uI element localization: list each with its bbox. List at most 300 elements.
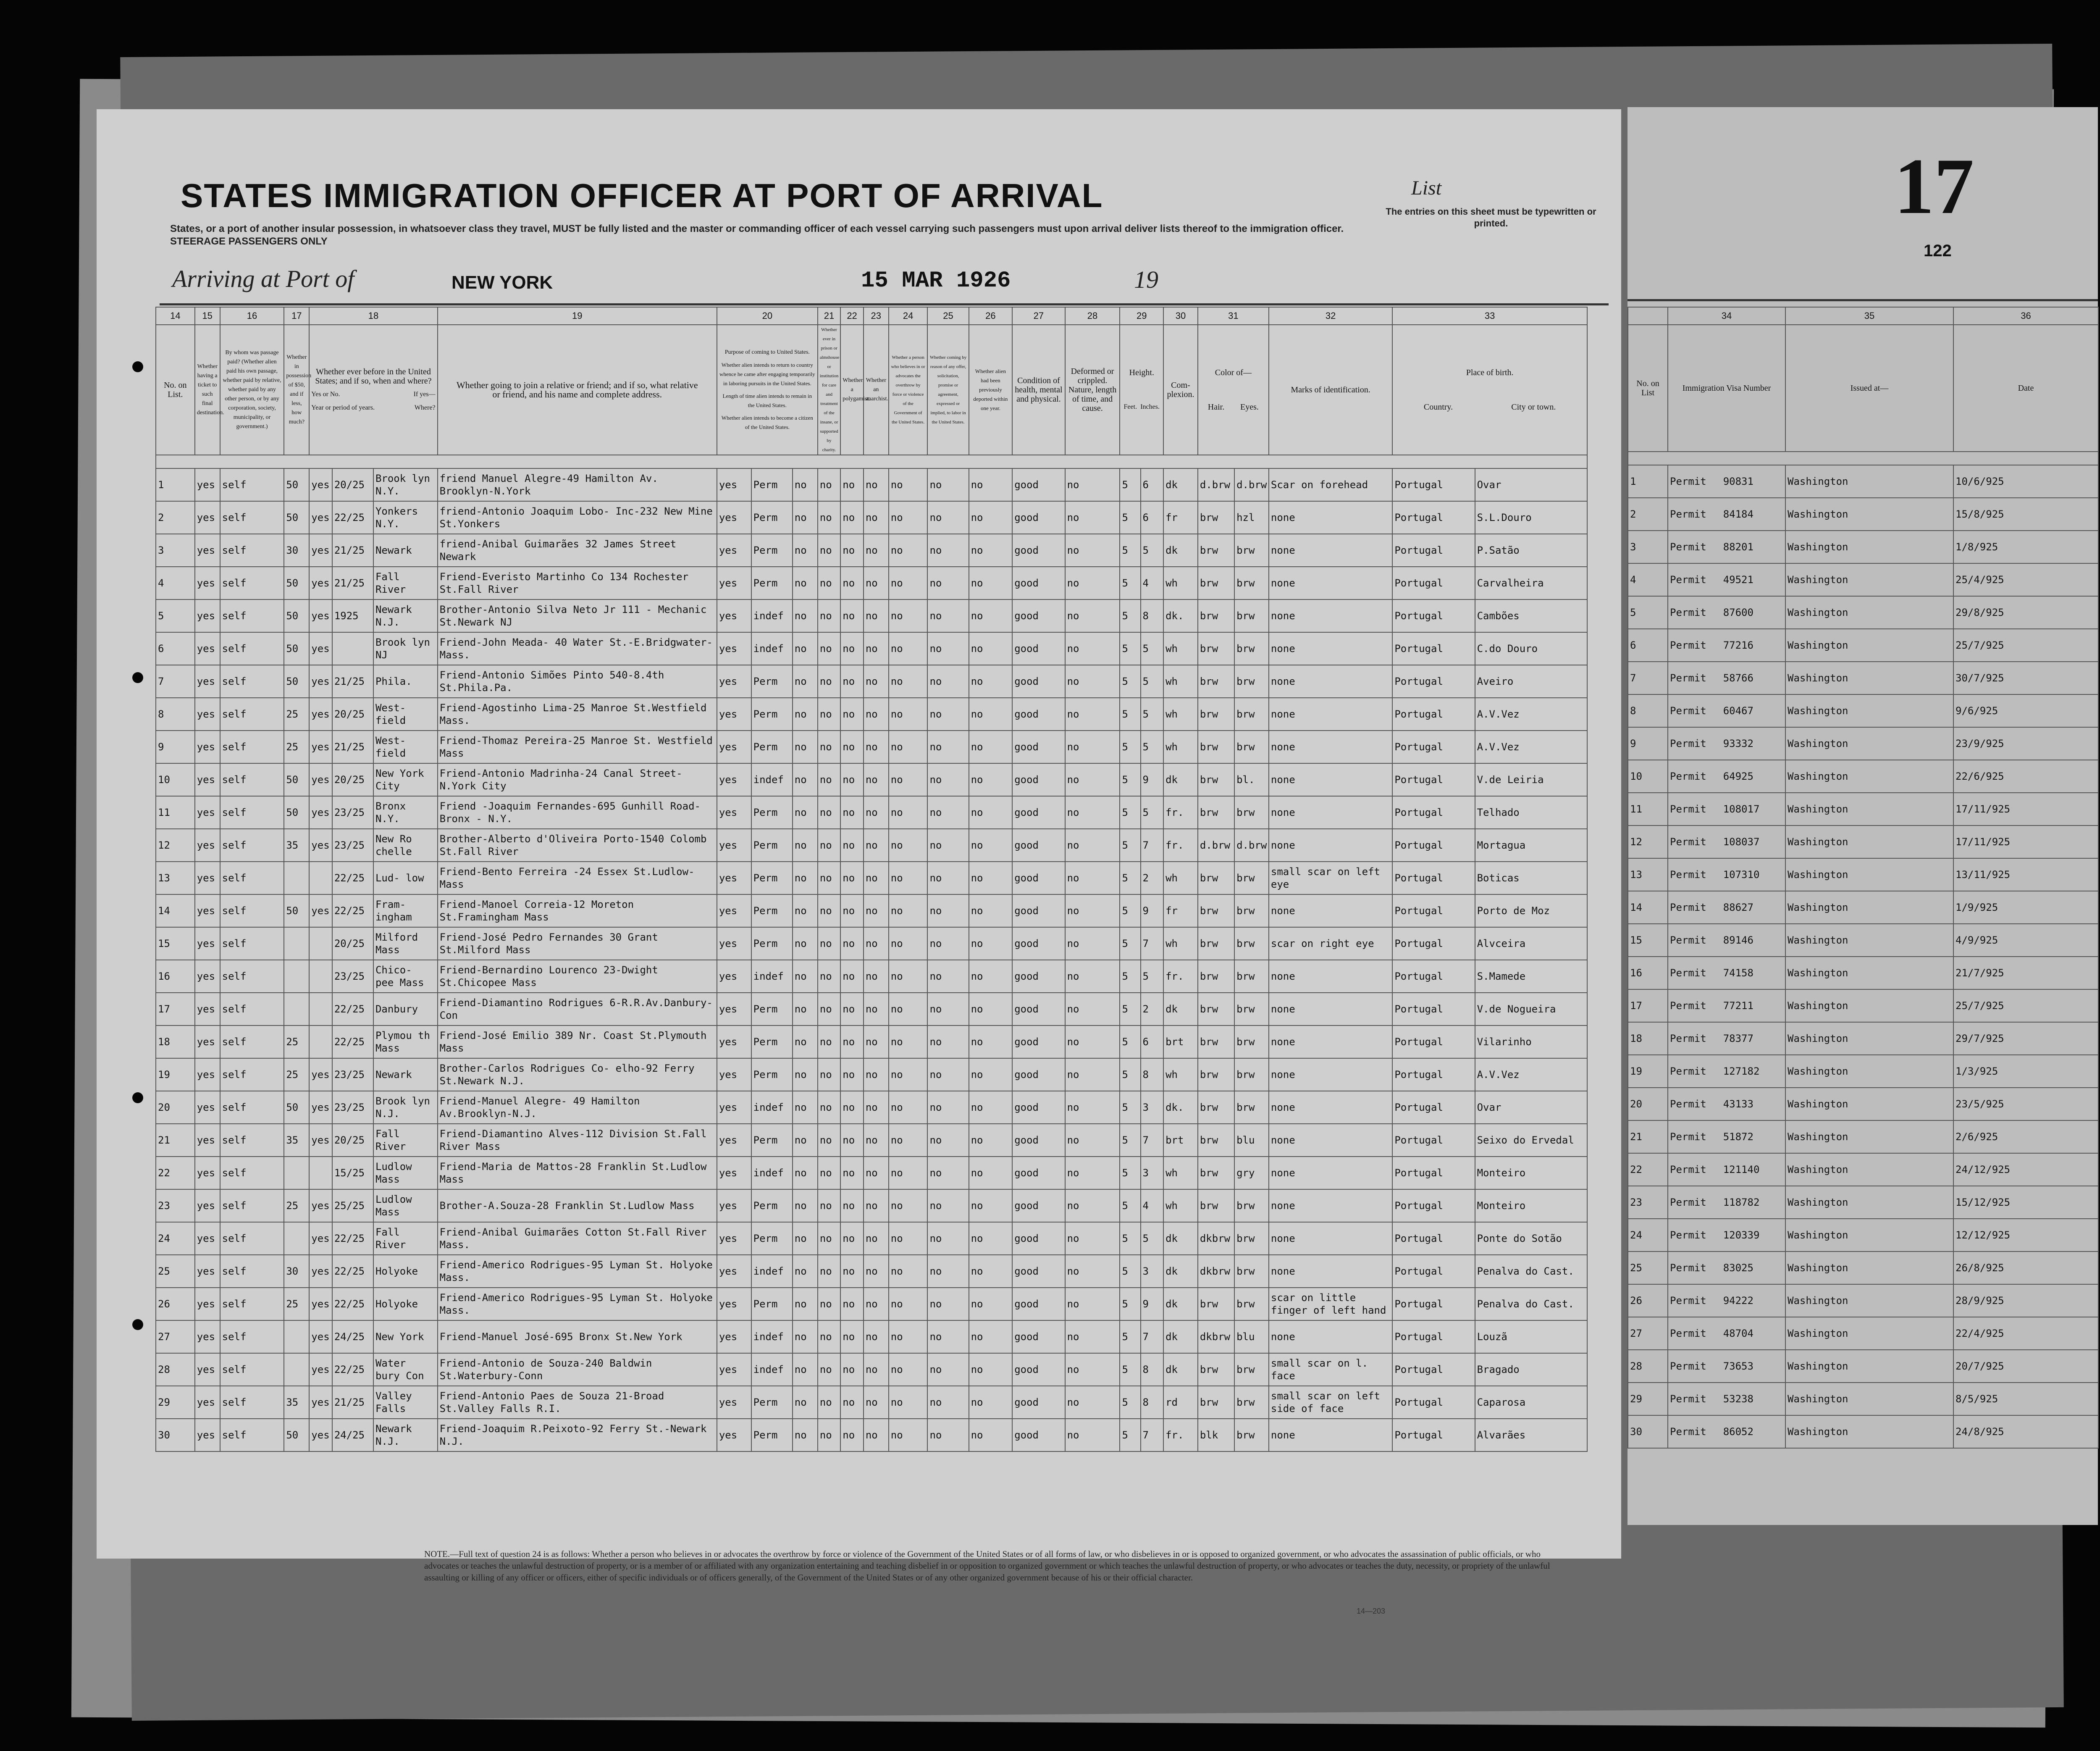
health-cell: good [1012,501,1065,534]
anarchist-cell: no [864,1288,889,1320]
anarchist-cell: no [864,1157,889,1189]
health-cell: good [1012,1091,1065,1124]
offer-cell: no [927,1091,969,1124]
return-cell: yes [717,1255,751,1288]
offer-cell: no [927,1288,969,1320]
identification-marks-cell: none [1269,894,1392,927]
eye-color-cell: brw [1234,1386,1269,1419]
visa-row-number: 16 [1628,957,1668,989]
header-deported: Whether alien had been previously deported within one year. [969,325,1013,455]
health-cell: good [1012,1288,1065,1320]
height-feet-cell: 5 [1120,993,1140,1025]
complexion-cell: dk [1163,1222,1198,1255]
citizen-cell: no [793,599,818,632]
passage-paid-cell: self [220,1124,284,1157]
ticket-cell: yes [195,796,220,829]
deported-cell: no [969,1222,1013,1255]
header-polygamist: Whether a polygamist. [840,325,864,455]
ticket-cell: yes [195,894,220,927]
visa-date-cell: 23/5/925 [1953,1088,2098,1120]
length-of-stay-cell: Perm [751,1025,793,1058]
polygamist-cell: no [840,1124,864,1157]
been-before-cell: yes [309,731,332,763]
visa-number-cell [1668,1219,1785,1251]
been-before-cell: yes [309,567,332,599]
permit-label: Permit [1670,1262,1706,1274]
passage-paid-cell: self [220,468,284,501]
deformed-cell: no [1065,534,1120,567]
hair-color-cell: brw [1198,960,1234,993]
visa-number: 108017 [1723,803,1760,815]
eye-color-cell: brw [1234,599,1269,632]
visa-number-cell [1668,858,1785,891]
citizen-cell: no [793,763,818,796]
ticket-cell: yes [195,698,220,731]
length-of-stay-cell: Perm [751,1288,793,1320]
punch-hole [132,1319,143,1330]
period-cell: 23/25 [332,960,373,993]
money-cell: 25 [284,698,309,731]
identification-marks-cell: none [1269,534,1392,567]
eye-color-cell: brw [1234,665,1269,698]
table-row [156,1255,1587,1288]
permit-label: Permit [1670,1033,1706,1044]
period-cell: 20/25 [332,1124,373,1157]
offer-cell: no [927,731,969,763]
return-cell: yes [717,1222,751,1255]
hair-color-cell: brw [1198,1189,1234,1222]
question-24-cell: no [889,1124,928,1157]
length-of-stay-cell: indef [751,1255,793,1288]
complexion-cell: fr [1163,501,1198,534]
been-before-cell: yes [309,1222,332,1255]
offer-cell: no [927,763,969,796]
issued-at-cell: Washington [1785,826,1953,858]
question-24-cell: no [889,1288,928,1320]
eye-color-cell: brw [1234,1189,1269,1222]
visa-number: 64925 [1723,770,1754,782]
period-cell: 22/25 [332,1255,373,1288]
relative-friend-cell: Friend-Agostinho Lima-25 Manroe St.Westfield Mass. [438,698,717,731]
visa-row [1628,1120,2098,1153]
health-cell: good [1012,1320,1065,1353]
hair-color-cell: brw [1198,1124,1234,1157]
table-row [156,1288,1587,1320]
where-cell: Ludlow Mass [373,1157,438,1189]
health-cell: good [1012,665,1065,698]
birth-city-cell: Ovar [1475,468,1587,501]
eye-color-cell: brw [1234,1222,1269,1255]
prison-cell: no [818,960,841,993]
prison-cell: no [818,1189,841,1222]
identification-marks-cell: none [1269,1124,1392,1157]
complexion-cell: fr. [1163,960,1198,993]
prison-cell: no [818,763,841,796]
anarchist-cell: no [864,567,889,599]
complexion-cell: dk. [1163,1091,1198,1124]
complexion-cell: dk [1163,993,1198,1025]
ticket-cell: yes [195,534,220,567]
entries-note: The entries on this sheet must be typewritten or printed. [1386,206,1596,229]
visa-date-cell: 1/8/925 [1953,531,2098,563]
relative-friend-cell: Friend-Manoel Correia-12 Moreton St.Framingham Mass [438,894,717,927]
birth-country-cell: Portugal [1392,1419,1475,1451]
hair-color-cell: brw [1198,862,1234,894]
polygamist-cell: no [840,927,864,960]
relative-friend-cell: Friend-Antonio Madrinha-24 Canal Street- N.York City [438,763,717,796]
been-before-cell: yes [309,1419,332,1451]
prison-cell: no [818,567,841,599]
passage-paid-cell: self [220,862,284,894]
prison-cell: no [818,1222,841,1255]
polygamist-cell: no [840,1255,864,1288]
passage-paid-cell: self [220,534,284,567]
visa-date-cell: 21/7/925 [1953,957,2098,989]
eye-color-cell: brw [1234,1419,1269,1451]
row-number: 2 [156,501,195,534]
return-cell: yes [717,1157,751,1189]
height-feet-cell: 5 [1120,731,1140,763]
health-cell: good [1012,1386,1065,1419]
header-place-birth: Place of birth. Country. City or town. [1392,325,1587,455]
relative-friend-cell: Friend-Manuel José-695 Bronx St.New York [438,1320,717,1353]
question-24-cell: no [889,829,928,862]
relative-friend-cell: Friend-José Emilio 389 Nr. Coast St.Plymouth Mass [438,1025,717,1058]
deformed-cell: no [1065,468,1120,501]
table-row [156,731,1587,763]
visa-row-number: 10 [1628,760,1668,793]
passage-paid-cell: self [220,927,284,960]
row-number: 20 [156,1091,195,1124]
polygamist-cell: no [840,1157,864,1189]
visa-row-number: 13 [1628,858,1668,891]
visa-date-cell: 30/7/925 [1953,662,2098,694]
arrival-date: 15 MAR 1926 [861,268,1011,294]
complexion-cell: wh [1163,1157,1198,1189]
header-passage: By whom was passage paid? (Whether alien paid his own passage, whether paid by relative, whether paid by any other person, or by any corporation, society, municipality, or government.) [220,325,284,455]
visa-date-cell: 15/12/925 [1953,1186,2098,1219]
permit-label: Permit [1670,1229,1706,1241]
height-inches-cell: 2 [1141,993,1164,1025]
citizen-cell: no [793,731,818,763]
length-of-stay-cell: Perm [751,1189,793,1222]
identification-marks-cell: none [1269,698,1392,731]
header-r-no: No. on List [1628,325,1668,452]
length-of-stay-cell: Perm [751,501,793,534]
length-of-stay-cell: Perm [751,468,793,501]
length-of-stay-cell: Perm [751,1386,793,1419]
permit-label: Permit [1670,1098,1706,1110]
prison-cell: no [818,632,841,665]
money-cell: 35 [284,1124,309,1157]
visa-row [1628,1219,2098,1251]
been-before-cell: yes [309,829,332,862]
health-cell: good [1012,894,1065,927]
length-of-stay-cell: Perm [751,665,793,698]
complexion-cell: wh [1163,698,1198,731]
prison-cell: no [818,1386,841,1419]
polygamist-cell: no [840,1288,864,1320]
row-number: 15 [156,927,195,960]
offer-cell: no [927,1255,969,1288]
visa-date-cell: 4/9/925 [1953,924,2098,957]
anarchist-cell: no [864,665,889,698]
manifest-sheet-right [1628,107,2098,1525]
deformed-cell: no [1065,763,1120,796]
been-before-cell [309,1157,332,1189]
ticket-cell: yes [195,599,220,632]
height-feet-cell: 5 [1120,599,1140,632]
visa-date-cell: 8/5/925 [1953,1383,2098,1415]
punch-hole [132,1092,143,1103]
period-cell: 22/25 [332,1353,373,1386]
complexion-cell: brt [1163,1124,1198,1157]
been-before-cell: yes [309,1124,332,1157]
row-number: 9 [156,731,195,763]
identification-marks-cell: none [1269,1157,1392,1189]
list-label: List [1411,177,1442,199]
length-of-stay-cell: Perm [751,927,793,960]
where-cell: Brook lyn N.Y. [373,468,438,501]
visa-row-number: 26 [1628,1284,1668,1317]
hair-color-cell: brw [1198,1386,1234,1419]
been-before-cell: yes [309,763,332,796]
visa-date-cell: 29/8/925 [1953,596,2098,629]
birth-country-cell: Portugal [1392,567,1475,599]
header-color: Color of— Hair. Eyes. [1198,325,1269,455]
birth-city-cell: Porto de Moz [1475,894,1587,927]
health-cell: good [1012,1124,1065,1157]
prison-cell: no [818,1157,841,1189]
visa-date-cell: 17/11/925 [1953,826,2098,858]
column-number-row: 14 15 16 17 18 19 20 21 22 23 24 25 26 27 28 29 30 31 32 33 [156,307,1587,325]
hair-color-cell: brw [1198,1157,1234,1189]
permit-label: Permit [1670,1164,1706,1175]
complexion-cell: fr. [1163,1419,1198,1451]
length-of-stay-cell: indef [751,960,793,993]
height-inches-cell: 5 [1141,665,1164,698]
prison-cell: no [818,862,841,894]
return-cell: yes [717,1025,751,1058]
visa-date-cell: 12/12/925 [1953,1219,2098,1251]
ticket-cell: yes [195,632,220,665]
table-row [156,1058,1587,1091]
prison-cell: no [818,534,841,567]
birth-country-cell: Portugal [1392,1091,1475,1124]
length-of-stay-cell: Perm [751,1124,793,1157]
header-marks: Marks of identification. [1269,325,1392,455]
prison-cell: no [818,731,841,763]
punch-hole [132,672,143,683]
offer-cell: no [927,1320,969,1353]
question-24-cell: no [889,1353,928,1386]
height-feet-cell: 5 [1120,829,1140,862]
complexion-cell: dk [1163,1288,1198,1320]
visa-number-cell [1668,531,1785,563]
question-24-cell: no [889,632,928,665]
issued-at-cell: Washington [1785,1055,1953,1088]
row-number: 1 [156,468,195,501]
visa-row [1628,924,2098,957]
period-cell: 20/25 [332,927,373,960]
where-cell: Newark N.J. [373,599,438,632]
year-label: 19 [1134,266,1158,293]
ticket-cell: yes [195,1320,220,1353]
height-inches-cell: 5 [1141,960,1164,993]
hair-color-cell: brw [1198,698,1234,731]
header-issued-at: Issued at— [1785,325,1953,452]
period-cell: 23/25 [332,1091,373,1124]
where-cell: West- field [373,731,438,763]
money-cell: 35 [284,829,309,862]
header-offer: Whether coming by reason of any offer, solicitation, promise or agreement, expressed or implied, to labor in the United States. [927,325,969,455]
identification-marks-cell: Scar on forehead [1269,468,1392,501]
visa-row [1628,531,2098,563]
visa-row-number: 9 [1628,727,1668,760]
birth-city-cell: A.V.Vez [1475,698,1587,731]
offer-cell: no [927,796,969,829]
issued-at-cell: Washington [1785,531,1953,563]
prison-cell: no [818,1353,841,1386]
anarchist-cell: no [864,796,889,829]
visa-number-cell [1668,1022,1785,1055]
return-cell: yes [717,1419,751,1451]
row-number: 23 [156,1189,195,1222]
deformed-cell: no [1065,501,1120,534]
visa-row-number: 19 [1628,1055,1668,1088]
permit-label: Permit [1670,1393,1706,1405]
height-inches-cell: 7 [1141,927,1164,960]
row-number: 18 [156,1025,195,1058]
height-feet-cell: 5 [1120,1222,1140,1255]
row-number: 24 [156,1222,195,1255]
polygamist-cell: no [840,960,864,993]
visa-number: 77216 [1723,639,1754,651]
polygamist-cell: no [840,993,864,1025]
polygamist-cell: no [840,468,864,501]
visa-number-cell [1668,1251,1785,1284]
polygamist-cell: no [840,1025,864,1058]
health-cell: good [1012,599,1065,632]
identification-marks-cell: none [1269,1222,1392,1255]
hair-color-cell: brw [1198,763,1234,796]
table-row [156,698,1587,731]
table-row [156,829,1587,862]
return-cell: yes [717,993,751,1025]
where-cell: Valley Falls [373,1386,438,1419]
health-cell: good [1012,1255,1065,1288]
offer-cell: no [927,960,969,993]
money-cell: 50 [284,468,309,501]
identification-marks-cell: none [1269,993,1392,1025]
relative-friend-cell: Brother-Alberto d'Oliveira Porto-1540 Colomb St.Fall River [438,829,717,862]
citizen-cell: no [793,1353,818,1386]
money-cell [284,993,309,1025]
length-of-stay-cell: Perm [751,894,793,927]
eye-color-cell: hzl [1234,501,1269,534]
manifest-table [155,307,1588,1452]
identification-marks-cell: none [1269,1419,1392,1451]
length-of-stay-cell: indef [751,1353,793,1386]
question-24-cell: no [889,993,928,1025]
citizen-cell: no [793,1124,818,1157]
citizen-cell: no [793,993,818,1025]
citizen-cell: no [793,1025,818,1058]
anarchist-cell: no [864,731,889,763]
visa-number: 107310 [1723,869,1760,881]
been-before-cell: yes [309,1058,332,1091]
anarchist-cell: no [864,468,889,501]
relative-friend-cell: Friend-Bento Ferreira -24 Essex St.Ludlow-Mass [438,862,717,894]
visa-date-cell: 15/8/925 [1953,498,2098,531]
birth-city-cell: Vilarinho [1475,1025,1587,1058]
length-of-stay-cell: Perm [751,698,793,731]
birth-city-cell: C.do Douro [1475,632,1587,665]
health-cell: good [1012,731,1065,763]
offer-cell: no [927,501,969,534]
length-of-stay-cell: Perm [751,829,793,862]
table-row [156,1124,1587,1157]
visa-number-cell [1668,989,1785,1022]
been-before-cell [309,993,332,1025]
citizen-cell: no [793,927,818,960]
visa-row-number: 20 [1628,1088,1668,1120]
period-cell: 22/25 [332,993,373,1025]
row-number: 11 [156,796,195,829]
citizen-cell: no [793,567,818,599]
header-rule [160,303,1609,305]
permit-label: Permit [1670,902,1706,913]
return-cell: yes [717,468,751,501]
offer-cell: no [927,599,969,632]
permit-label: Permit [1670,672,1706,684]
visa-number-cell [1668,563,1785,596]
visa-number: 89146 [1723,934,1754,946]
eye-color-cell: brw [1234,960,1269,993]
length-of-stay-cell: indef [751,1091,793,1124]
return-cell: yes [717,698,751,731]
visa-row [1628,1284,2098,1317]
height-inches-cell: 5 [1141,632,1164,665]
where-cell: Fall River [373,567,438,599]
length-of-stay-cell: Perm [751,862,793,894]
passage-paid-cell: self [220,763,284,796]
height-inches-cell: 6 [1141,1025,1164,1058]
prison-cell: no [818,829,841,862]
eye-color-cell: brw [1234,927,1269,960]
deformed-cell: no [1065,698,1120,731]
anarchist-cell: no [864,1255,889,1288]
table-row [156,1353,1587,1386]
been-before-cell: yes [309,632,332,665]
where-cell: Chico- pee Mass [373,960,438,993]
passage-paid-cell: self [220,1288,284,1320]
polygamist-cell: no [840,1222,864,1255]
height-inches-cell: 5 [1141,1222,1164,1255]
question-24-cell: no [889,1058,928,1091]
table-row [156,468,1587,501]
permit-label: Permit [1670,738,1706,749]
question-24-cell: no [889,1320,928,1353]
where-cell: Fall River [373,1124,438,1157]
ticket-cell: yes [195,1058,220,1091]
visa-row [1628,1383,2098,1415]
visa-rows [1628,465,2098,1448]
been-before-cell: yes [309,534,332,567]
ticket-cell: yes [195,1255,220,1288]
health-cell: good [1012,698,1065,731]
birth-country-cell: Portugal [1392,1058,1475,1091]
